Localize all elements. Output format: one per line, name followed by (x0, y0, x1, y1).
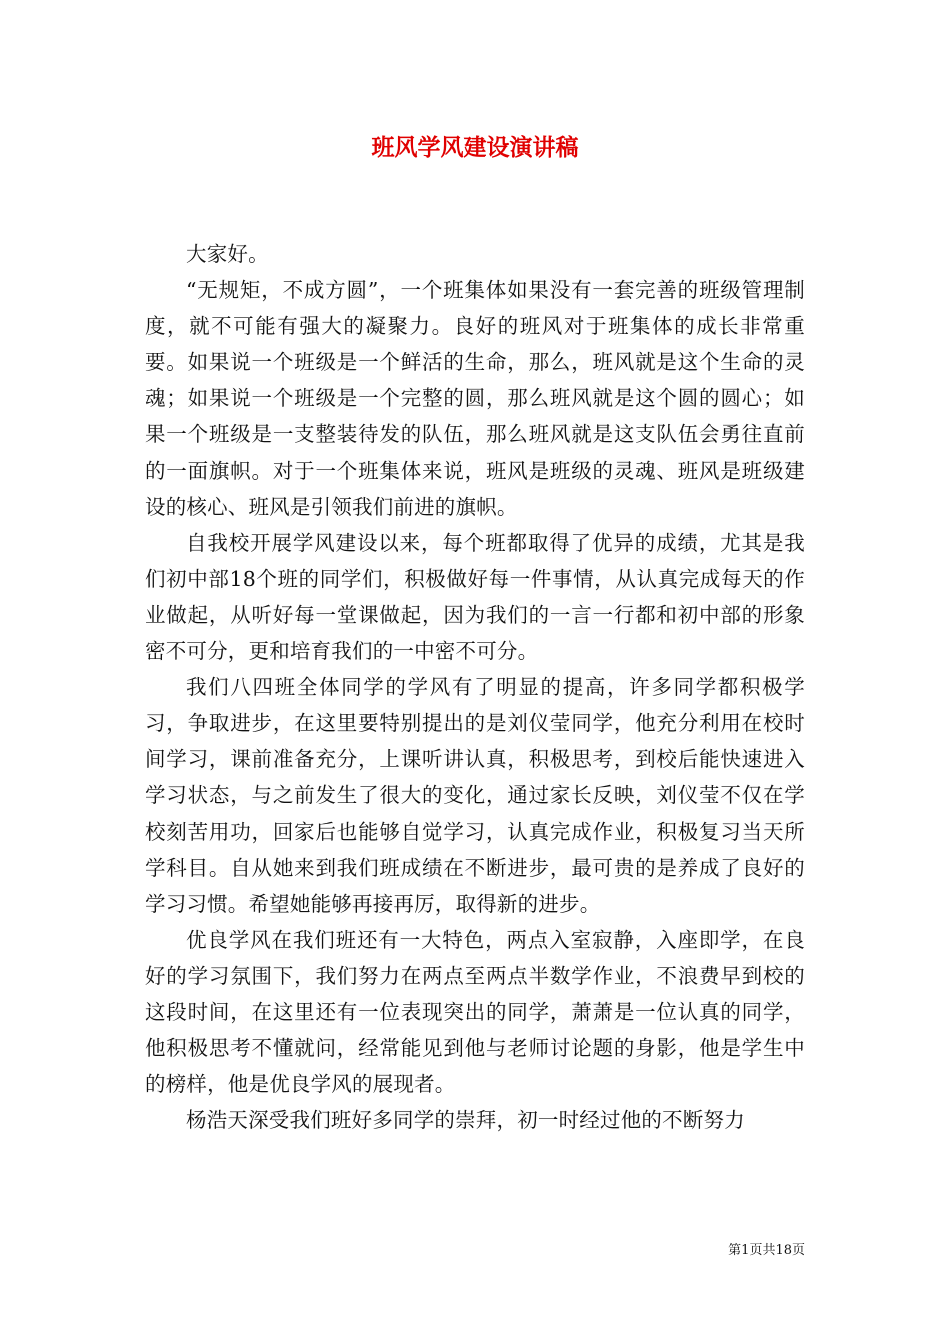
paragraph-class-84: 我们八四班全体同学的学风有了明显的提高，许多同学都积极学习，争取进步，在这里要特别提出的是刘仪莹同学，他充分利用在校时间学习，课前准备充分，上课听讲认真，积极思考，到校后能快速进入学习状态，与之前发生了很大的变化，通过家长反映，刘仪莹不仅在学校刻苦用功，回家后也能够自觉学习，认真完成作业，积极复习当天所学科目。自从她来到我们班成绩在不断进步，最可贵的是养成了良好的学习习惯。希望她能够再接再厉，取得新的进步。 (145, 675, 805, 916)
page-number: 第1页共18页 (728, 1243, 805, 1258)
document-title: 班风学风建设演讲稿 (371, 134, 579, 161)
paragraph-study-feature: 优良学风在我们班还有一大特色，两点入室寂静，入座即学，在良好的学习氛围下，我们努力在两点至两点半数学作业，不浪费早到校的这段时间，在这里还有一位表现突出的同学，萧萧是一位认真的同学，他积极思考不懂就问，经常能见到他与老师讨论题的身影，他是学生中的榜样，他是优良学风的展现者。 (145, 927, 805, 1097)
paragraph-greeting: 大家好。 (186, 242, 269, 266)
paragraph-school-study: 自我校开展学风建设以来，每个班都取得了优异的成绩，尤其是我们初中部18个班的同学们，积极做好每一件事情，从认真完成每天的作业做起，从听好每一堂课做起，因为我们的一言一行都和初中部的形象密不可分，更和培育我们的一中密不可分。 (145, 530, 805, 664)
document-body (145, 236, 805, 1138)
paragraph-yang-haotian: 杨浩天深受我们班好多同学的崇拜，初一时经过他的不断努力 (186, 1108, 745, 1133)
paragraph-class-style: “无规矩，不成方圆”，一个班集体如果没有一套完善的班级管理制度，就不可能有强大的凝聚力。良好的班风对于班集体的成长非常重要。如果说一个班级是一个鲜活的生命，那么，班风就是这个生命的灵魂；如果说一个班级是一个完整的圆，那么班风就是这个圆的圆心；如果一个班级是一支整装待发的队伍，那么班风就是这支队伍会勇往直前的一面旗帜。对于一个班集体来说，班风是班级的灵魂、班风是班级建设的核心、班风是引领我们前进的旗帜。 (145, 278, 805, 519)
